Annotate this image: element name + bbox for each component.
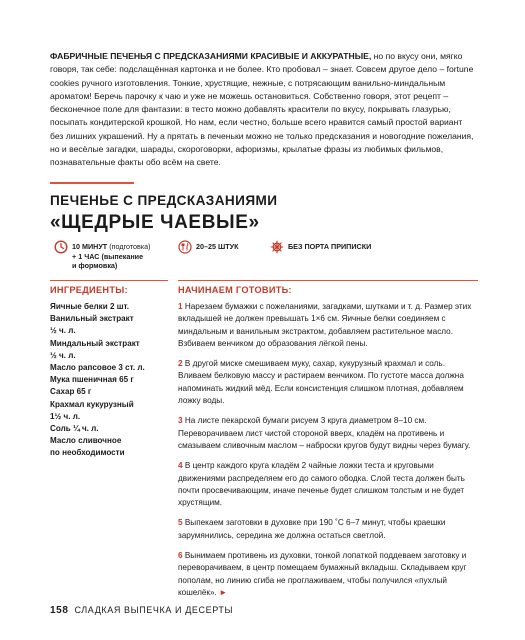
ingredient-item: 1½ ч. л.	[50, 411, 81, 421]
step-text: Вынимаем противень из духовки, тонкой лопаткой поддеваем заготовку и переворачиваем, в центр помещаем бумажный вкладыш. Складываем круг пополам, но линию сгиба не проглаживаем, чтобы получился «пухлый кошелёк».	[178, 551, 467, 597]
step-number: 2	[178, 359, 183, 369]
step-text: Нарезаем бумажки с пожеланиями, загадками, шутками и т. д. Размер этих вкладышей не должен превышать 1×6 см. Яичные белки соединяем с миндальным и ванильным экстрактом, добавляем растительное масло. Взбиваем венчиком до образования лёгкой пены.	[178, 302, 472, 348]
recipe-title-line1: ПЕЧЕНЬЕ С ПРЕДСКАЗАНИЯМИ	[50, 193, 278, 208]
intro-text: но по вкусу они, мягко говоря, так себе: подслащённая картонка и не более. Кто пробовал – знает. Совсем другое дело – fortune cookies ручного изготовления. Тонкие, хрустящие, нежные, с потрясающим ванильно-миндальным ароматом! Беречь парочку к чаю и уже не можешь остановиться. Собственно говоря, этот рецепт – бесконечное поле для фантазии: в тесто можно добавлять красители по вкусу, покрывать глазурью, посыпать кондитерской крошкой. Но нам, если честно, больше всего нравится самый простой вариант без лишних украшений. Ну а прятать в печеньки можно не только предсказания и новогодние пожелания, но и весёлые загадки, шарады, скороговорки, афоризмы, крылатые фразы из любимых фильмов, познавательные факты обо всём на свете.	[50, 51, 474, 168]
ingredient-item: Мука пшеничная 65 г	[50, 375, 134, 385]
ingredient-item: Яичные белки 2 шт.	[50, 302, 129, 311]
ingredient-item: Соль ¼ ч. л.	[50, 424, 99, 434]
ingredient-item: Миндальный экстракт	[50, 338, 140, 348]
ship-wheel-icon	[270, 240, 284, 254]
ingredients-list	[50, 301, 172, 460]
step-text: Выпекаем заготовки в духовке при 190 ˚С 6–7 минут, чтобы краешки зарумянились, середина же должна остаться светлой.	[178, 518, 446, 540]
method-step	[178, 415, 478, 452]
method-rule	[178, 280, 478, 281]
ingredient-item: Ванильный экстракт	[50, 314, 134, 324]
time-extra: + 1 ЧАС (выпекание	[72, 251, 144, 261]
method-heading: НАЧИНАЕМ ГОТОВИТЬ:	[178, 285, 292, 295]
method-step	[178, 550, 478, 599]
ingredient-item: ½ ч. л.	[50, 326, 76, 336]
method-step	[178, 460, 478, 509]
method-step	[178, 358, 478, 407]
time-extra-2: и формовка)	[72, 261, 118, 271]
page-number: 158	[50, 605, 69, 616]
step-number: 1	[178, 302, 183, 311]
intro-lead: ФАБРИЧНЫЕ ПЕЧЕНЬЯ С ПРЕДСКАЗАНИЯМИ КРАСИВЫЕ И АККУРАТНЫЕ,	[50, 51, 372, 61]
section-name: СЛАДКАЯ ВЫПЕЧКА И ДЕСЕРТЫ	[74, 605, 234, 615]
ingredient-item: ½ ч. л.	[50, 350, 76, 360]
method-step	[178, 517, 478, 542]
step-number: 4	[178, 461, 183, 471]
intro-paragraph	[50, 50, 475, 170]
ingredient-item: по необходимости	[50, 448, 125, 458]
accent-divider	[50, 182, 134, 184]
time-main: 10 МИНУТ	[72, 242, 108, 251]
step-number: 3	[178, 416, 183, 426]
time-main-note: (подготовка)	[109, 242, 151, 251]
step-text: В другой миске смешиваем муку, сахар, кукурузный крахмал и соль. Вливаем белковую массу и растираем венчиком. По густоте масса должна напоминать жидкий мёд. Если консистенция слишком плотная, добавляем ложку воды.	[178, 359, 464, 406]
ingredient-item: Масло рапсовое 3 ст. л.	[50, 363, 145, 373]
step-number: 5	[178, 518, 183, 528]
method-step	[178, 301, 478, 350]
ingredients-rule	[50, 280, 168, 281]
cutlery-icon	[178, 240, 192, 254]
step-text: В центр каждого круга кладём 2 чайные ложки теста и круговыми движениями распределяем его до самого ободка. Слой теста должен быть почти просвечивающим, иначе печенье будет слишком толстым и не будет хрустящим.	[178, 461, 465, 508]
ingredient-item: Крахмал кукурузный	[50, 399, 134, 409]
recipe-title-line2: «ЩЕДРЫЕ ЧАЕВЫЕ»	[50, 212, 260, 233]
step-number: 6	[178, 551, 183, 561]
ingredients-heading: ИНГРЕДИЕНТЫ:	[50, 285, 128, 295]
continue-arrow-icon: ►	[219, 587, 228, 597]
step-text: На листе пекарской бумаги рисуем 3 круга диаметром 8–10 см. Переворачиваем лист чистой стороной вверх, кладём на противень и смазываем сливочным маслом – наброски кругов будут видны через бумагу.	[178, 416, 471, 450]
method-steps	[178, 301, 478, 607]
port-value: БЕЗ ПОРТА ПРИПИСКИ	[288, 242, 372, 251]
page-footer	[50, 605, 233, 616]
ingredient-item: Сахар 65 г	[50, 387, 92, 397]
clock-icon	[54, 240, 68, 254]
yield-value: 20–25 ШТУК	[196, 242, 239, 251]
ingredient-item: Масло сливочное	[50, 436, 122, 446]
